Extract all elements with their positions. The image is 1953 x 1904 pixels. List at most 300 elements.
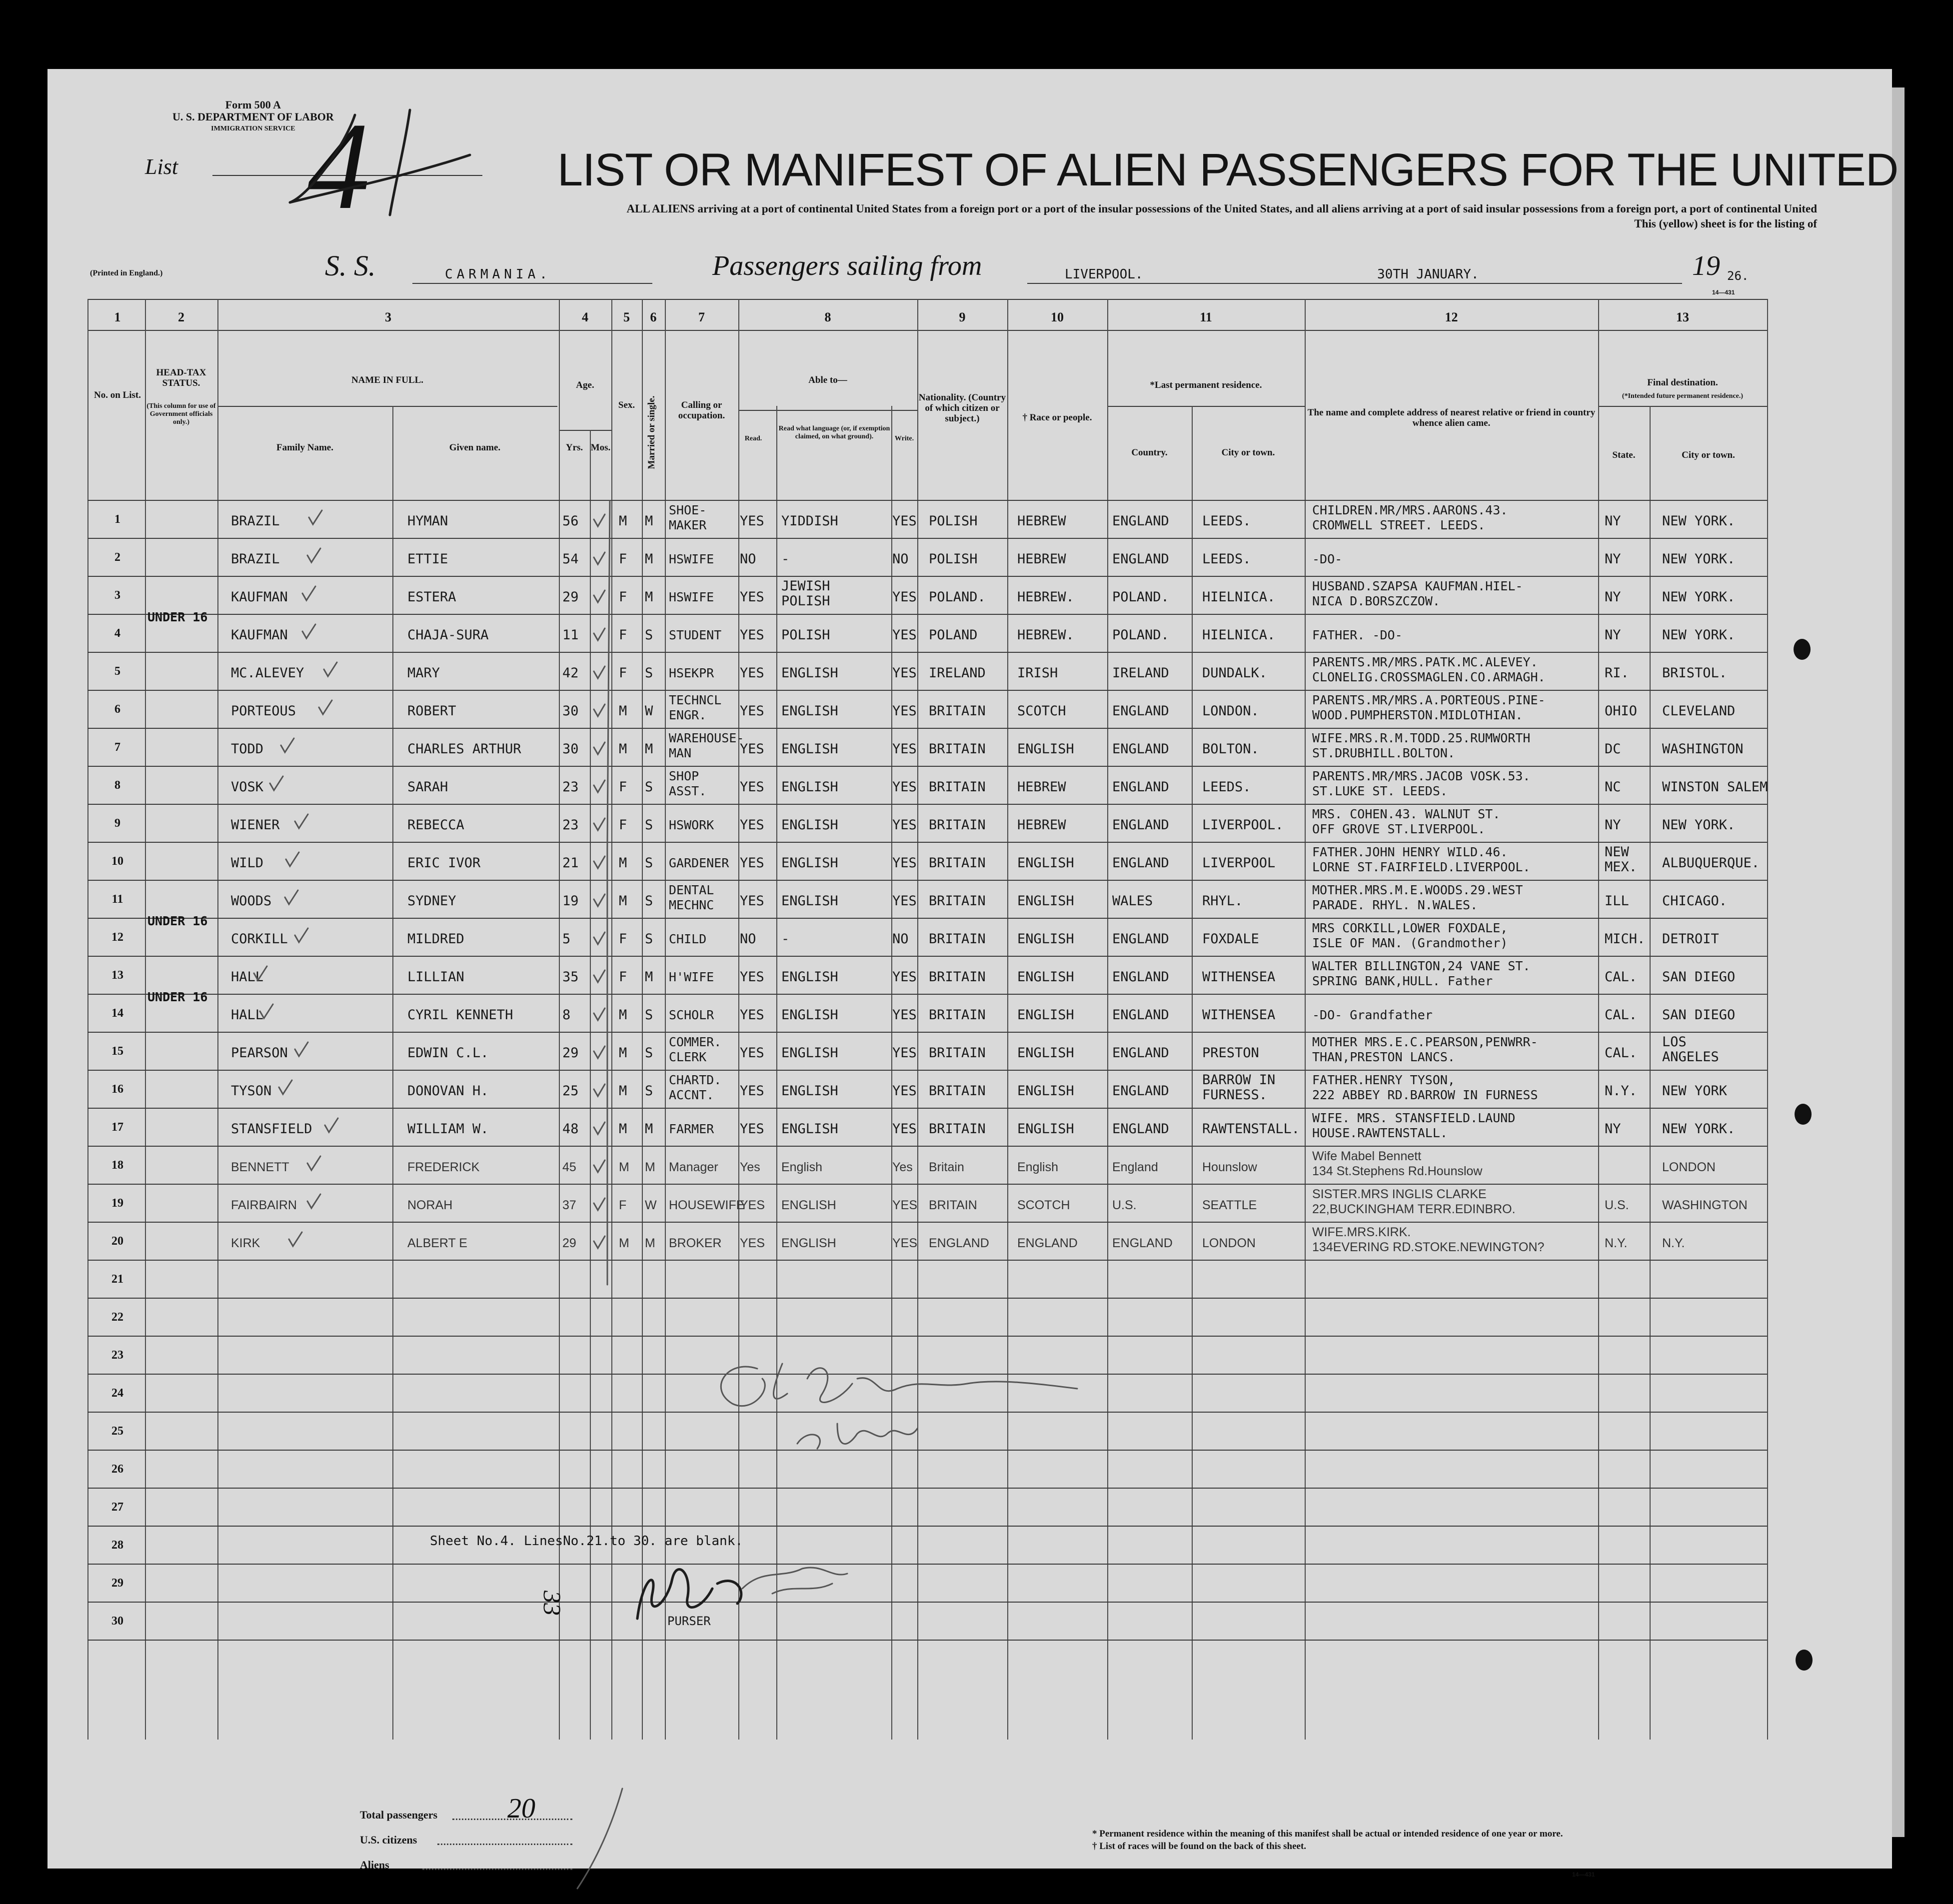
nationality: BRITAIN (929, 1083, 986, 1099)
can-write: YES (892, 627, 917, 643)
nearest-relative: PARENTS.MR/MRS.A.PORTEOUS.PINE- WOOD.PUMPHERSTON.MIDLOTHIAN. (1312, 693, 1546, 722)
can-write: YES (892, 1007, 917, 1023)
age-years: 35 (562, 969, 579, 985)
nationality: BRITAIN (929, 817, 986, 833)
can-read: NO (740, 551, 756, 567)
age-years: 21 (562, 855, 579, 871)
manifest-subtitle (297, 201, 1817, 231)
column-number: 7 (698, 310, 705, 324)
age-check-mark (594, 780, 605, 792)
nationality: BRITAIN (929, 779, 986, 795)
read-language: - (781, 931, 790, 947)
can-read: YES (740, 817, 764, 833)
nationality: BRITAIN (929, 969, 986, 985)
column-number: 5 (623, 310, 630, 324)
residence-city: HIELNICA. (1202, 589, 1276, 605)
marital-status: M (645, 551, 653, 567)
nationality: POLAND. (929, 589, 986, 605)
destination-state: N.Y. (1605, 1236, 1628, 1250)
header-city: City or town. (1221, 447, 1275, 458)
residence-subrule (1107, 406, 1305, 407)
given-name: WILLIAM W. (407, 1121, 489, 1137)
can-write: YES (892, 741, 917, 757)
destination-state: NY (1605, 513, 1621, 529)
can-read: YES (740, 703, 764, 719)
nationality: BRITAIN (929, 1007, 986, 1023)
destination-city: NEW YORK. (1662, 1121, 1736, 1137)
sex: F (619, 1198, 627, 1212)
read-language: ENGLISH (781, 1198, 836, 1212)
header-state: State. (1612, 450, 1636, 460)
residence-country: ENGLAND (1112, 551, 1169, 567)
marital-status: S (645, 1045, 653, 1061)
age-check-mark (594, 932, 605, 944)
marital-status: M (645, 741, 653, 757)
nationality: BRITAIN (929, 893, 986, 909)
head-tax-mark: UNDER 16 (147, 990, 208, 1004)
destination-city: NEW YORK. (1662, 817, 1736, 833)
race: ENGLISH (1017, 969, 1074, 985)
sex: M (619, 893, 627, 909)
given-name: ERIC IVOR (407, 855, 481, 871)
sailing-label: Passengers sailing from (712, 250, 982, 281)
sex: M (619, 1045, 627, 1061)
residence-city: SEATTLE (1202, 1198, 1257, 1212)
residence-country: ENGLAND (1112, 1083, 1169, 1099)
check-mark (286, 852, 299, 866)
race: HEBREW. (1017, 589, 1074, 605)
family-name: TYSON (231, 1083, 272, 1099)
given-name: LILLIAN (407, 969, 464, 985)
head-tax-mark: UNDER 16 (147, 914, 208, 928)
destination-city: NEW YORK. (1662, 551, 1736, 567)
destination-state: DC (1605, 741, 1621, 757)
nearest-relative: Wife Mabel Bennett 134 St.Stephens Rd.Hounslow (1312, 1149, 1483, 1178)
column-number-rule (87, 330, 1767, 331)
nearest-relative: WIFE.MRS.KIRK. 134EVERING RD.STOKE.NEWINGTON? (1312, 1225, 1545, 1254)
given-name: CHAJA-SURA (407, 627, 489, 643)
residence-city: RAWTENSTALL. (1202, 1121, 1300, 1137)
nationality: Britain (929, 1160, 964, 1174)
total-passengers-label: Total passengers (360, 1809, 438, 1821)
age-column-stroke (607, 501, 610, 1285)
header-head-tax: HEAD-TAX STATUS. (156, 367, 206, 388)
marital-status: S (645, 1083, 653, 1099)
can-write: YES (892, 1083, 917, 1099)
destination-city: LONDON (1662, 1160, 1716, 1174)
family-name: PORTEOUS (231, 703, 296, 719)
race: ENGLISH (1017, 741, 1074, 757)
purser-signature (622, 1549, 892, 1639)
row-number: 19 (111, 1197, 123, 1210)
destination-city: WINSTON SALEM (1662, 779, 1768, 795)
residence-city: RHYL. (1202, 893, 1243, 909)
residence-city: LEEDS. (1202, 779, 1251, 795)
age-check-mark (594, 1160, 605, 1172)
residence-city: DUNDALK. (1202, 665, 1268, 681)
residence-country: ENGLAND (1112, 1007, 1169, 1023)
can-read: Yes (740, 1160, 760, 1174)
can-write: YES (892, 855, 917, 871)
destination-city: SAN DIEGO (1662, 969, 1736, 985)
residence-country: WALES (1112, 893, 1153, 909)
binder-hole (1796, 1650, 1813, 1671)
column-rule-left (87, 299, 88, 1740)
residence-city: LEEDS. (1202, 513, 1251, 529)
citizens-label: U.S. citizens (360, 1834, 417, 1846)
sex: M (619, 1236, 629, 1250)
check-mark (325, 1118, 338, 1132)
destination-city: NEW YORK. (1662, 589, 1736, 605)
destination-city: NEW YORK (1662, 1083, 1728, 1099)
race: SCOTCH (1017, 703, 1066, 719)
destination-city: LOS ANGELES (1662, 1034, 1719, 1065)
sex: M (619, 741, 627, 757)
calling: HOUSEWIFE (669, 1198, 745, 1212)
residence-city: Hounslow (1202, 1160, 1257, 1174)
destination-state: NY (1605, 627, 1621, 643)
age-check-mark (594, 1084, 605, 1096)
read-language: ENGLISH (781, 969, 838, 985)
can-write: NO (892, 551, 909, 567)
row-number: 30 (111, 1615, 123, 1628)
check-mark (307, 1156, 320, 1170)
read-language: ENGLISH (781, 665, 838, 681)
residence-country: ENGLAND (1112, 513, 1169, 529)
marital-status: M (645, 969, 653, 985)
header-yrs: Yrs. (565, 442, 583, 453)
manifest-sheet (47, 69, 1899, 1878)
age-check-mark (594, 628, 605, 640)
destination-city: CHICAGO. (1662, 893, 1728, 909)
column-number: 10 (1051, 310, 1064, 324)
age-years: 37 (562, 1198, 576, 1212)
destination-state: NY (1605, 1121, 1621, 1137)
race: HEBREW (1017, 779, 1066, 795)
nearest-relative: FATHER.HENRY TYSON, 222 ABBEY RD.BARROW IN FURNESS (1312, 1073, 1538, 1102)
age-years: 30 (562, 741, 579, 757)
age-check-mark (594, 1122, 605, 1134)
residence-country: POLAND. (1112, 589, 1169, 605)
inspection-checkmarks (200, 500, 1900, 1700)
residence-country: ENGLAND (1112, 1121, 1169, 1137)
nationality: BRITAIN (929, 703, 986, 719)
nearest-relative: MRS CORKILL,LOWER FOXDALE, ISLE OF MAN. (Grandmother) (1312, 921, 1508, 950)
can-read: YES (740, 665, 764, 681)
column-number: 9 (959, 310, 966, 324)
residence-country: ENGLAND (1112, 1045, 1169, 1061)
read-language: ENGLISH (781, 1083, 838, 1099)
list-number-handwriting (280, 100, 490, 220)
calling: BROKER (669, 1236, 722, 1250)
marital-status: M (645, 513, 653, 529)
age-years: 23 (562, 779, 579, 795)
can-write: YES (892, 893, 917, 909)
family-name: BRAZIL (231, 513, 280, 529)
age-subrule (559, 430, 611, 431)
row-number: 7 (114, 741, 120, 754)
year-prefix: 19 (1692, 250, 1720, 281)
calling: WAREHOUSE- MAN (669, 731, 744, 760)
departure-port: LIVERPOOL. (1065, 267, 1143, 282)
form-number: Form 500 A (225, 98, 281, 111)
given-name: MILDRED (407, 931, 464, 947)
sex: M (619, 855, 627, 871)
nationality: BRITAIN (929, 1198, 977, 1212)
race: ENGLAND (1017, 1236, 1078, 1250)
column-number: 2 (178, 310, 184, 324)
header-race: † Race or people. (1022, 412, 1092, 423)
residence-country: U.S. (1112, 1198, 1137, 1212)
row-number: 6 (114, 703, 120, 716)
nearest-relative: FATHER. -DO- (1312, 628, 1403, 642)
ship-name: CARMANIA. (445, 267, 551, 282)
family-name: WIENER (231, 817, 280, 833)
race: ENGLISH (1017, 1083, 1074, 1099)
read-language: ENGLISH (781, 1007, 838, 1023)
read-language: JEWISH POLISH (781, 578, 830, 609)
sex: F (619, 779, 627, 795)
age-check-mark (594, 742, 605, 754)
row-number: 11 (111, 893, 123, 906)
can-read: YES (740, 779, 764, 795)
check-mark (302, 624, 315, 638)
aliens-label: Aliens (360, 1859, 389, 1871)
header-destination-city: City or town. (1682, 450, 1735, 460)
residence-city: BOLTON. (1202, 741, 1259, 757)
age-years: 23 (562, 817, 579, 833)
header-mos: Mos. (590, 442, 611, 453)
residence-country: POLAND. (1112, 627, 1169, 643)
footnote-residence: * Permanent residence within the meaning of this manifest shall be actual or intended residence of one year or more. (1092, 1829, 1563, 1839)
check-mark (309, 510, 322, 524)
calling: COMMER. CLERK (669, 1035, 722, 1064)
sex: M (619, 1160, 629, 1174)
residence-city: PRESTON (1202, 1045, 1259, 1061)
read-language: ENGLISH (781, 703, 838, 719)
nearest-relative: MRS. COHEN.43. WALNUT ST. OFF GROVE ST.LIVERPOOL. (1312, 807, 1501, 836)
can-write: YES (892, 703, 917, 719)
destination-city: WASHINGTON (1662, 1198, 1748, 1212)
residence-city: WITHENSEA (1202, 1007, 1276, 1023)
name-subrule (217, 406, 557, 407)
nationality: IRELAND (929, 665, 986, 681)
calling: GARDENER (669, 856, 729, 870)
can-read: YES (740, 1198, 765, 1212)
row-number: 9 (114, 817, 120, 830)
subtitle-line-1: ALL ALIENS arriving at a port of continental United States from a foreign port or a port of the insular possessions of the United States, and all aliens arriving at a port of said insular possessions from a foreign port, a port of continental United (626, 202, 1817, 215)
calling: HSWORK (669, 818, 714, 832)
can-write: YES (892, 589, 917, 605)
nationality: BRITAIN (929, 1045, 986, 1061)
header-calling: Calling or occupation. (678, 400, 725, 421)
residence-city: LONDON (1202, 1236, 1256, 1250)
header-final-destination: Final destination. (1647, 377, 1718, 388)
can-write: YES (892, 779, 917, 795)
nearest-relative: -DO- Grandfather (1312, 1008, 1433, 1022)
row-number: 29 (111, 1577, 123, 1590)
check-mark (295, 1042, 308, 1056)
column-rule-headtax (145, 299, 146, 1740)
calling: SHOE- MAKER (669, 503, 707, 532)
row-number: 4 (114, 627, 120, 640)
race: ENGLISH (1017, 893, 1074, 909)
race: ENGLISH (1017, 1121, 1074, 1137)
destination-city: BRISTOL. (1662, 665, 1728, 681)
row-number: 27 (111, 1501, 123, 1514)
age-check-mark (594, 514, 605, 526)
calling: HSWIFE (669, 552, 714, 566)
family-name: KAUFMAN (231, 627, 288, 643)
age-check-mark (594, 1008, 605, 1020)
nationality: BRITAIN (929, 741, 986, 757)
race: ENGLISH (1017, 931, 1074, 947)
race: ENGLISH (1017, 1045, 1074, 1061)
marital-status: S (645, 893, 653, 909)
totals-check-mark (547, 1779, 647, 1899)
read-language: ENGLISH (781, 779, 838, 795)
header-country: Country. (1131, 447, 1168, 458)
residence-city: FOXDALE (1202, 931, 1259, 947)
can-write: Yes (892, 1160, 913, 1174)
can-read: YES (740, 627, 764, 643)
calling: FARMER (669, 1122, 714, 1136)
calling: Manager (669, 1160, 718, 1174)
given-name: NORAH (407, 1198, 453, 1212)
sex: M (619, 1007, 627, 1023)
race: IRISH (1017, 665, 1058, 681)
age-years: 45 (562, 1160, 576, 1174)
can-read: YES (740, 1045, 764, 1061)
row-number: 26 (111, 1463, 123, 1476)
purser-label: PURSER (667, 1614, 711, 1628)
nationality: POLISH (929, 551, 978, 567)
age-check-mark (594, 704, 605, 716)
family-name: HALL (231, 1007, 264, 1023)
race: HEBREW (1017, 551, 1066, 567)
ss-label: S. S. (325, 249, 376, 282)
row-number: 16 (111, 1083, 123, 1096)
nearest-relative: FATHER.JOHN HENRY WILD.46. LORNE ST.FAIRFIELD.LIVERPOOL. (1312, 845, 1531, 874)
read-language: ENGLISH (781, 893, 838, 909)
marital-status: S (645, 931, 653, 947)
family-name: BRAZIL (231, 551, 280, 567)
residence-country: England (1112, 1160, 1158, 1174)
header-read-language: Read what language (or, if exemption claimed, on what ground). (778, 425, 890, 440)
blank-lines-note: Sheet No.4. LinesNo.21.to 30. are blank. (430, 1534, 743, 1549)
sex: F (619, 551, 627, 567)
can-write: YES (892, 1198, 918, 1212)
given-name: ESTERA (407, 589, 456, 605)
family-name: BENNETT (231, 1160, 289, 1174)
nearest-relative: SISTER.MRS INGLIS CLARKE 22,BUCKINGHAM TERR.EDINBRO. (1312, 1187, 1516, 1216)
destination-city: NEW YORK. (1662, 513, 1736, 529)
read-language: ENGLISH (781, 855, 838, 871)
form-code-bottom: 14—431 (1572, 1871, 1595, 1878)
read-language: - (781, 551, 790, 567)
destination-state: CAL. (1605, 969, 1638, 985)
age-check-mark (594, 970, 605, 982)
nearest-relative: MOTHER MRS.E.C.PEARSON,PENWRR- THAN,PRESTON LANCS. (1312, 1035, 1538, 1064)
nearest-relative: CHILDREN.MR/MRS.AARONS.43. CROMWELL STREET. LEEDS. (1312, 503, 1508, 532)
subtitle-line-2: This (yellow) sheet is for the listing of (1634, 217, 1817, 230)
printed-in-note: (Printed in England.) (90, 269, 163, 277)
family-name: WOODS (231, 893, 272, 909)
marital-status: M (645, 1236, 655, 1250)
marital-status: M (645, 1121, 653, 1137)
inspector-signature (687, 1349, 1117, 1454)
family-name: WILD (231, 855, 264, 871)
residence-country: ENGLAND (1112, 1236, 1173, 1250)
nationality: POLISH (929, 513, 978, 529)
marital-status: S (645, 665, 653, 681)
residence-country: ENGLAND (1112, 855, 1169, 871)
given-name: REBECCA (407, 817, 464, 833)
age-years: 19 (562, 893, 579, 909)
check-mark (307, 1194, 320, 1208)
destination-state: OHIO (1605, 703, 1638, 719)
age-check-mark (594, 1236, 605, 1248)
row-number: 22 (111, 1311, 123, 1324)
read-language: ENGLISH (781, 817, 838, 833)
nearest-relative: PARENTS.MR/MRS.PATK.MC.ALEVEY. CLONELIG.CROSSMAGLEN.CO.ARMAGH. (1312, 655, 1546, 684)
family-name: KIRK (231, 1236, 260, 1250)
age-years: 54 (562, 551, 579, 567)
family-name: FAIRBAIRN (231, 1198, 297, 1212)
read-language: YIDDISH (781, 513, 838, 529)
age-years: 8 (562, 1007, 571, 1023)
service-name: IMMIGRATION SERVICE (211, 125, 295, 132)
calling: STUDENT (669, 628, 722, 642)
header-write: Write. (894, 435, 914, 442)
can-read: YES (740, 589, 764, 605)
destination-state: RI. (1605, 665, 1629, 681)
destination-city: DETROIT (1662, 931, 1719, 947)
row-number: 5 (114, 665, 120, 678)
given-name: CHARLES ARTHUR (407, 741, 521, 757)
can-write: YES (892, 1236, 918, 1250)
header-family-name: Family Name. (276, 442, 333, 453)
column-number: 8 (824, 310, 831, 324)
destination-city: SAN DIEGO (1662, 1007, 1736, 1023)
sex: F (619, 665, 627, 681)
calling: CHILD (669, 932, 707, 946)
residence-country: IRELAND (1112, 665, 1169, 681)
row-number: 25 (111, 1425, 123, 1438)
family-name: HALL (231, 969, 264, 985)
destination-state: NY (1605, 589, 1621, 605)
can-write: YES (892, 665, 917, 681)
check-mark (281, 738, 294, 752)
nationality: BRITAIN (929, 855, 986, 871)
read-language: English (781, 1160, 822, 1174)
row-number: 2 (114, 551, 120, 564)
row-number: 17 (111, 1121, 123, 1134)
nearest-relative: WIFE. MRS. STANSFIELD.LAUND HOUSE.RAWTENSTALL. (1312, 1111, 1516, 1140)
sex: F (619, 817, 627, 833)
row-number: 13 (111, 969, 123, 982)
age-check-mark (594, 1046, 605, 1058)
destination-state: MICH. (1605, 931, 1646, 947)
destination-city: N.Y. (1662, 1236, 1685, 1250)
able-to-subrule (738, 410, 917, 411)
can-write: YES (892, 1121, 917, 1137)
can-read: NO (740, 931, 756, 947)
manifest-title: LIST OR MANIFEST OF ALIEN PASSENGERS FOR THE UNITED (557, 144, 1899, 195)
calling: TECHNCL ENGR. (669, 693, 722, 722)
residence-city: LIVERPOOL (1202, 855, 1276, 871)
nearest-relative: HUSBAND.SZAPSA KAUFMAN.HIEL- NICA D.BORSZCZOW. (1312, 579, 1523, 608)
